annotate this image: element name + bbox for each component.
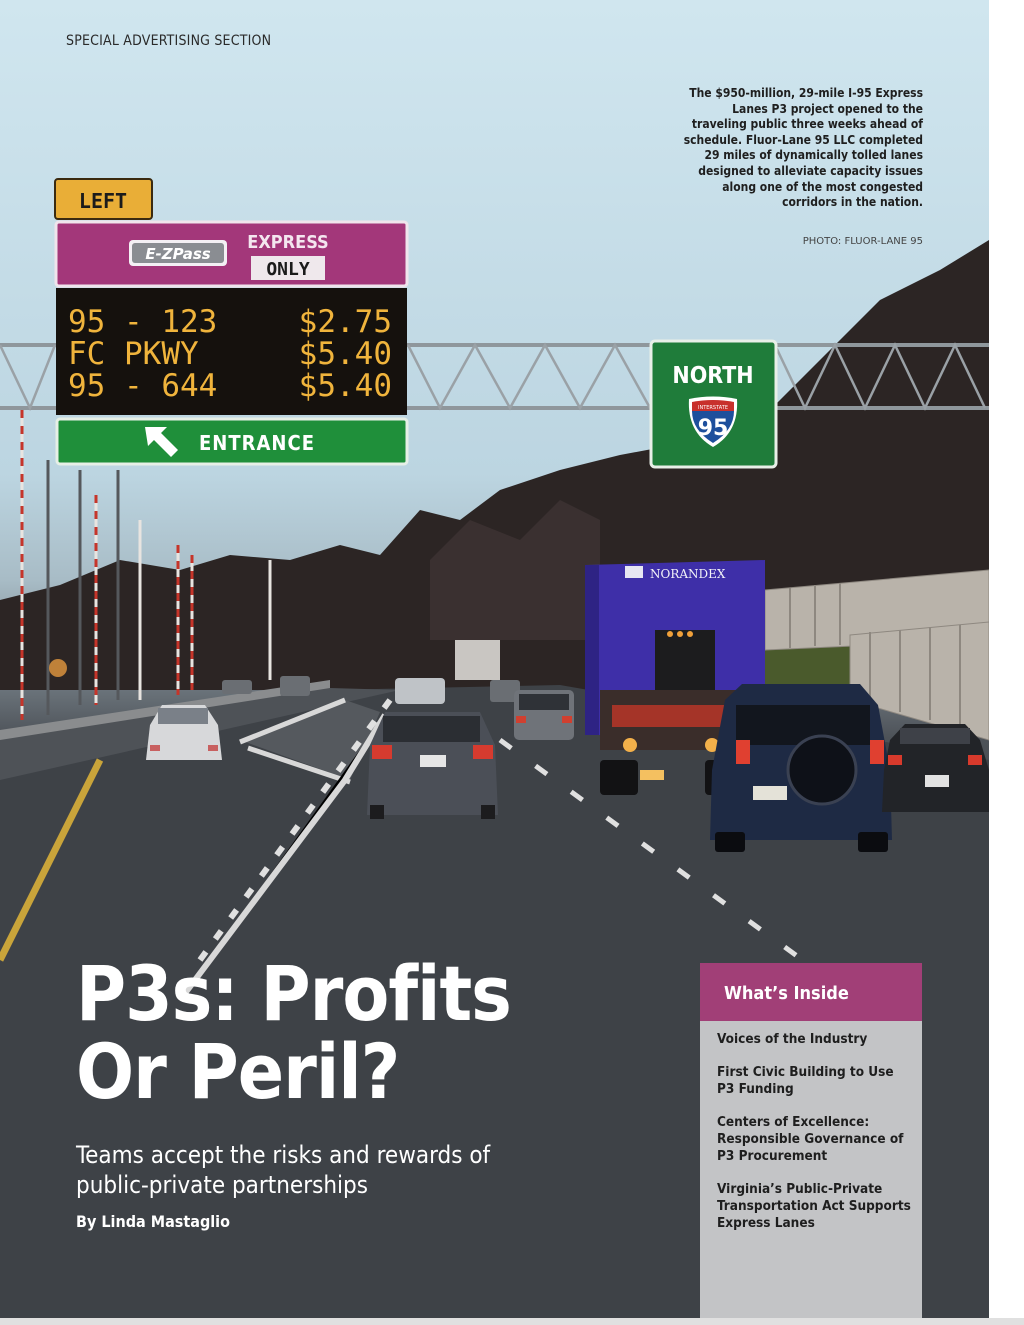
north-text: NORTH	[672, 363, 754, 389]
express-lane-sign	[56, 222, 407, 286]
photo-caption: The $950-million, 29-mile I-95 Express Lanes P3 project opened to the traveling public three weeks ahead of schedule. Fluor-Lane 95 LLC completed 29 miles of dynamically tolled lanes designed to alleviate capacity issues along one of the most congested corridors in the nation.	[683, 86, 923, 210]
headline-line-1: P3s: Profits	[76, 949, 511, 1038]
section-label: SPECIAL ADVERTISING SECTION	[66, 33, 272, 49]
whats-inside-item-virginia-act: Virginia’s Public-Private Transportation Act Supports Express Lanes	[717, 1181, 911, 1231]
ezpass-logo-text: E-ZPass	[145, 245, 211, 263]
whats-inside-item-centers-excellence: Centers of Excellence: Responsible Governance of P3 Procurement	[717, 1114, 904, 1164]
shield-number-text: 95	[697, 416, 729, 441]
article-byline: By Linda Mastaglio	[76, 1212, 230, 1231]
left-tag-sign	[55, 179, 152, 219]
left-sign-text: LEFT	[78, 189, 128, 213]
entrance-text: ENTRANCE	[199, 431, 315, 455]
toll-route-2: FC PKWY	[68, 336, 199, 372]
whats-inside-panel	[700, 963, 922, 1318]
article-subhead: Teams accept the risks and rewards of public-private partnerships	[76, 1141, 491, 1199]
whats-inside-title: What’s Inside	[700, 963, 922, 1021]
black-car	[882, 724, 989, 812]
headline-line-2: Or Peril?	[76, 1027, 400, 1116]
whats-inside-list	[700, 1021, 922, 1232]
entrance-sign	[57, 419, 407, 464]
north-95-sign	[651, 341, 776, 467]
article-headline	[76, 949, 676, 1116]
toll-rate-board	[56, 288, 407, 415]
only-text: ONLY	[266, 259, 310, 280]
toll-route-1: 95 - 123	[68, 304, 218, 340]
gray-sedan	[367, 712, 498, 819]
whats-inside-item-civic-building: First Civic Building to Use P3 Funding	[717, 1064, 894, 1097]
truck-brand-text: NORANDEX	[650, 567, 726, 581]
toll-price-1: $2.75	[298, 304, 392, 340]
toll-route-3: 95 - 644	[68, 368, 218, 404]
toll-price-3: $5.40	[298, 368, 392, 404]
express-text: EXPRESS	[247, 232, 329, 253]
shield-label-text: INTERSTATE	[698, 405, 728, 411]
toll-price-2: $5.40	[298, 336, 392, 372]
whats-inside-item-voices: Voices of the Industry	[717, 1031, 868, 1047]
photo-credit: PHOTO: FLUOR-LANE 95	[802, 236, 923, 247]
page-bottom-strip	[0, 1318, 1024, 1325]
blue-suv	[710, 684, 892, 852]
